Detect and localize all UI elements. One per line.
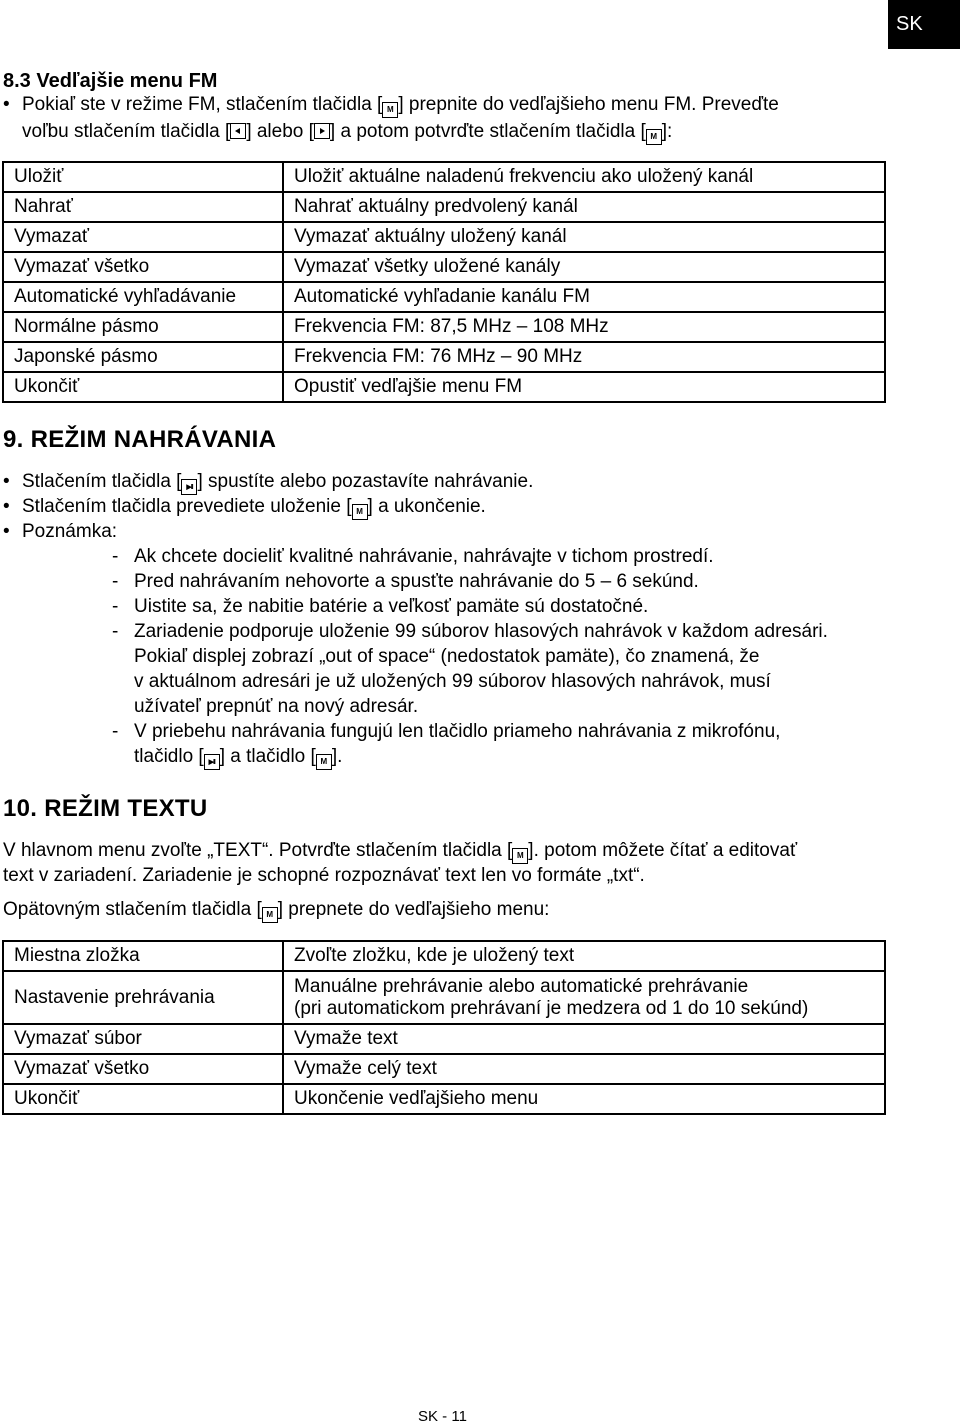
description-line: Vymazať všetky uložené kanály <box>294 256 561 277</box>
section-8-3-line-1 <box>22 93 779 118</box>
menu-item-name: Uložiť <box>3 162 283 192</box>
text: ] prepnete do vedľajšieho menu: <box>277 899 550 920</box>
description-line: Zvoľte zložku, kde je uložený text <box>294 945 575 966</box>
note-4: - <box>112 621 119 642</box>
description-line: Automatické vyhľadanie kanálu FM <box>294 286 590 307</box>
note-3-text: Uistite sa, že nabitie batérie a veľkosť pamäte sú dostatočné. <box>134 596 649 617</box>
text: Stlačením tlačidla [ <box>22 471 182 492</box>
text: ]. potom môžete čítať a editovať <box>528 840 798 861</box>
menu-item-description <box>283 222 885 252</box>
menu-item-name: Nastavenie prehrávania <box>3 971 283 1024</box>
language-tab: SK <box>888 0 960 49</box>
menu-item-name: Vymazať všetko <box>3 252 283 282</box>
menu-item-name: Normálne pásmo <box>3 312 283 342</box>
menu-item-description <box>283 282 885 312</box>
table-row <box>3 1054 885 1084</box>
table-row <box>3 1084 885 1114</box>
section-10-paragraph-2: text v zariadení. Zariadenie je schopné rozpoznávať text len vo formáte „txt“. <box>3 865 645 886</box>
table-row <box>3 312 885 342</box>
menu-item-description <box>283 162 885 192</box>
section-10-paragraph-3 <box>3 898 549 923</box>
text: ]: <box>661 121 673 142</box>
description-line: Ukončenie vedľajšieho menu <box>294 1088 539 1109</box>
table-row <box>3 252 885 282</box>
left-key-icon <box>230 123 246 139</box>
m-key-icon <box>262 907 278 923</box>
section-10-title: 10. REŽIM TEXTU <box>3 795 208 822</box>
note-2-text: Pred nahrávaním nehovorte a spusťte nahrávanie do 5 – 6 sekúnd. <box>134 571 699 592</box>
menu-item-description <box>283 1084 885 1114</box>
table-row <box>3 941 885 971</box>
table-row <box>3 1024 885 1054</box>
text: tlačidlo [ <box>134 746 204 767</box>
description-line: (pri automatickom prehrávaní je medzera od 1 do 10 sekúnd) <box>294 997 809 1019</box>
m-key-icon <box>512 848 528 864</box>
text: Stlačením tlačidla prevediete uloženie [ <box>22 496 352 517</box>
table-row <box>3 342 885 372</box>
description-line: Frekvencia FM: 87,5 MHz – 108 MHz <box>294 316 609 337</box>
text: ]. <box>331 746 343 767</box>
note-4-text-c: v aktuálnom adresári je už uložených 99 súborov hlasových nahrávok, musí <box>134 671 771 692</box>
table-row <box>3 282 885 312</box>
menu-item-name: Nahrať <box>3 192 283 222</box>
description-line: Vymaže celý text <box>294 1058 437 1079</box>
text-menu-table <box>2 940 886 1115</box>
description-line: Uložiť aktuálne naladenú frekvenciu ako uložený kanál <box>294 166 754 187</box>
table-row <box>3 222 885 252</box>
m-key-icon <box>646 129 662 145</box>
page-number: SK - 11 <box>418 1408 467 1425</box>
section-9-bullet-1 <box>22 470 533 495</box>
menu-item-description <box>283 941 885 971</box>
section-8-3-line-2 <box>22 120 672 145</box>
play-pause-key-icon <box>181 479 197 495</box>
menu-item-description <box>283 192 885 222</box>
menu-item-description <box>283 252 885 282</box>
text: voľbu stlačením tlačidla [ <box>22 121 231 142</box>
text: Opätovným stlačením tlačidla [ <box>3 899 262 920</box>
table-row <box>3 162 885 192</box>
note-1: - <box>112 546 119 567</box>
section-8-3-title: 8.3 Vedľajšie menu FM <box>3 70 218 92</box>
section-9-bullet-2 <box>22 495 486 520</box>
text: ] prepnite do vedľajšieho menu FM. Preveďte <box>398 94 779 115</box>
table-row <box>3 971 885 1024</box>
note-5-text-b <box>134 745 342 770</box>
text: V hlavnom menu zvoľte „TEXT“. Potvrďte stlačením tlačidla [ <box>3 840 513 861</box>
menu-item-description <box>283 1024 885 1054</box>
description-line: Vymaže text <box>294 1028 398 1049</box>
menu-item-description <box>283 1054 885 1084</box>
note-1-text: Ak chcete docieliť kvalitné nahrávanie, nahrávajte v tichom prostredí. <box>134 546 714 567</box>
play-pause-key-icon <box>204 754 220 770</box>
description-line: Manuálne prehrávanie alebo automatické prehrávanie <box>294 975 749 997</box>
text: ] a ukončenie. <box>367 496 486 517</box>
menu-item-name: Vymazať všetko <box>3 1054 283 1084</box>
menu-item-name: Vymazať súbor <box>3 1024 283 1054</box>
text: ] spustíte alebo pozastavíte nahrávanie. <box>197 471 534 492</box>
note-5: - <box>112 721 119 742</box>
m-key-icon <box>352 504 368 520</box>
text: ] alebo [ <box>246 121 314 142</box>
text: Pokiaľ ste v režime FM, stlačením tlačidla [ <box>22 94 383 115</box>
note-3: - <box>112 596 119 617</box>
m-key-icon <box>382 102 398 118</box>
fm-menu-table <box>2 161 886 403</box>
menu-item-description <box>283 372 885 402</box>
text: ] a potom potvrďte stlačením tlačidla [ <box>329 121 646 142</box>
menu-item-description <box>283 342 885 372</box>
menu-item-name: Japonské pásmo <box>3 342 283 372</box>
note-4-text-b: Pokiaľ displej zobrazí „out of space“ (nedostatok pamäte), čo znamená, že <box>134 646 760 667</box>
m-key-icon <box>316 754 332 770</box>
menu-item-name: Ukončiť <box>3 1084 283 1114</box>
note-4-text-a: Zariadenie podporuje uloženie 99 súborov hlasových nahrávok v každom adresári. <box>134 621 828 642</box>
description-line: Opustiť vedľajšie menu FM <box>294 376 523 397</box>
description-line: Vymazať aktuálny uložený kanál <box>294 226 567 247</box>
description-line: Frekvencia FM: 76 MHz – 90 MHz <box>294 346 583 367</box>
section-9-bullet-3: • Poznámka: <box>22 520 117 544</box>
menu-item-description <box>283 971 885 1024</box>
table-row <box>3 192 885 222</box>
menu-item-name: Miestna zložka <box>3 941 283 971</box>
table-row <box>3 372 885 402</box>
description-line: Nahrať aktuálny predvolený kanál <box>294 196 578 217</box>
section-9-title: 9. REŽIM NAHRÁVANIA <box>3 426 277 453</box>
note-2: - <box>112 571 119 592</box>
menu-item-name: Automatické vyhľadávanie <box>3 282 283 312</box>
menu-item-description <box>283 312 885 342</box>
note-4-text-d: užívateľ prepnúť na nový adresár. <box>134 696 419 717</box>
right-key-icon <box>314 123 330 139</box>
text: ] a tlačidlo [ <box>219 746 316 767</box>
section-10-paragraph-1 <box>3 839 797 864</box>
menu-item-name: Ukončiť <box>3 372 283 402</box>
menu-item-name: Vymazať <box>3 222 283 252</box>
note-5-text-a: V priebehu nahrávania fungujú len tlačidlo priameho nahrávania z mikrofónu, <box>134 721 781 742</box>
